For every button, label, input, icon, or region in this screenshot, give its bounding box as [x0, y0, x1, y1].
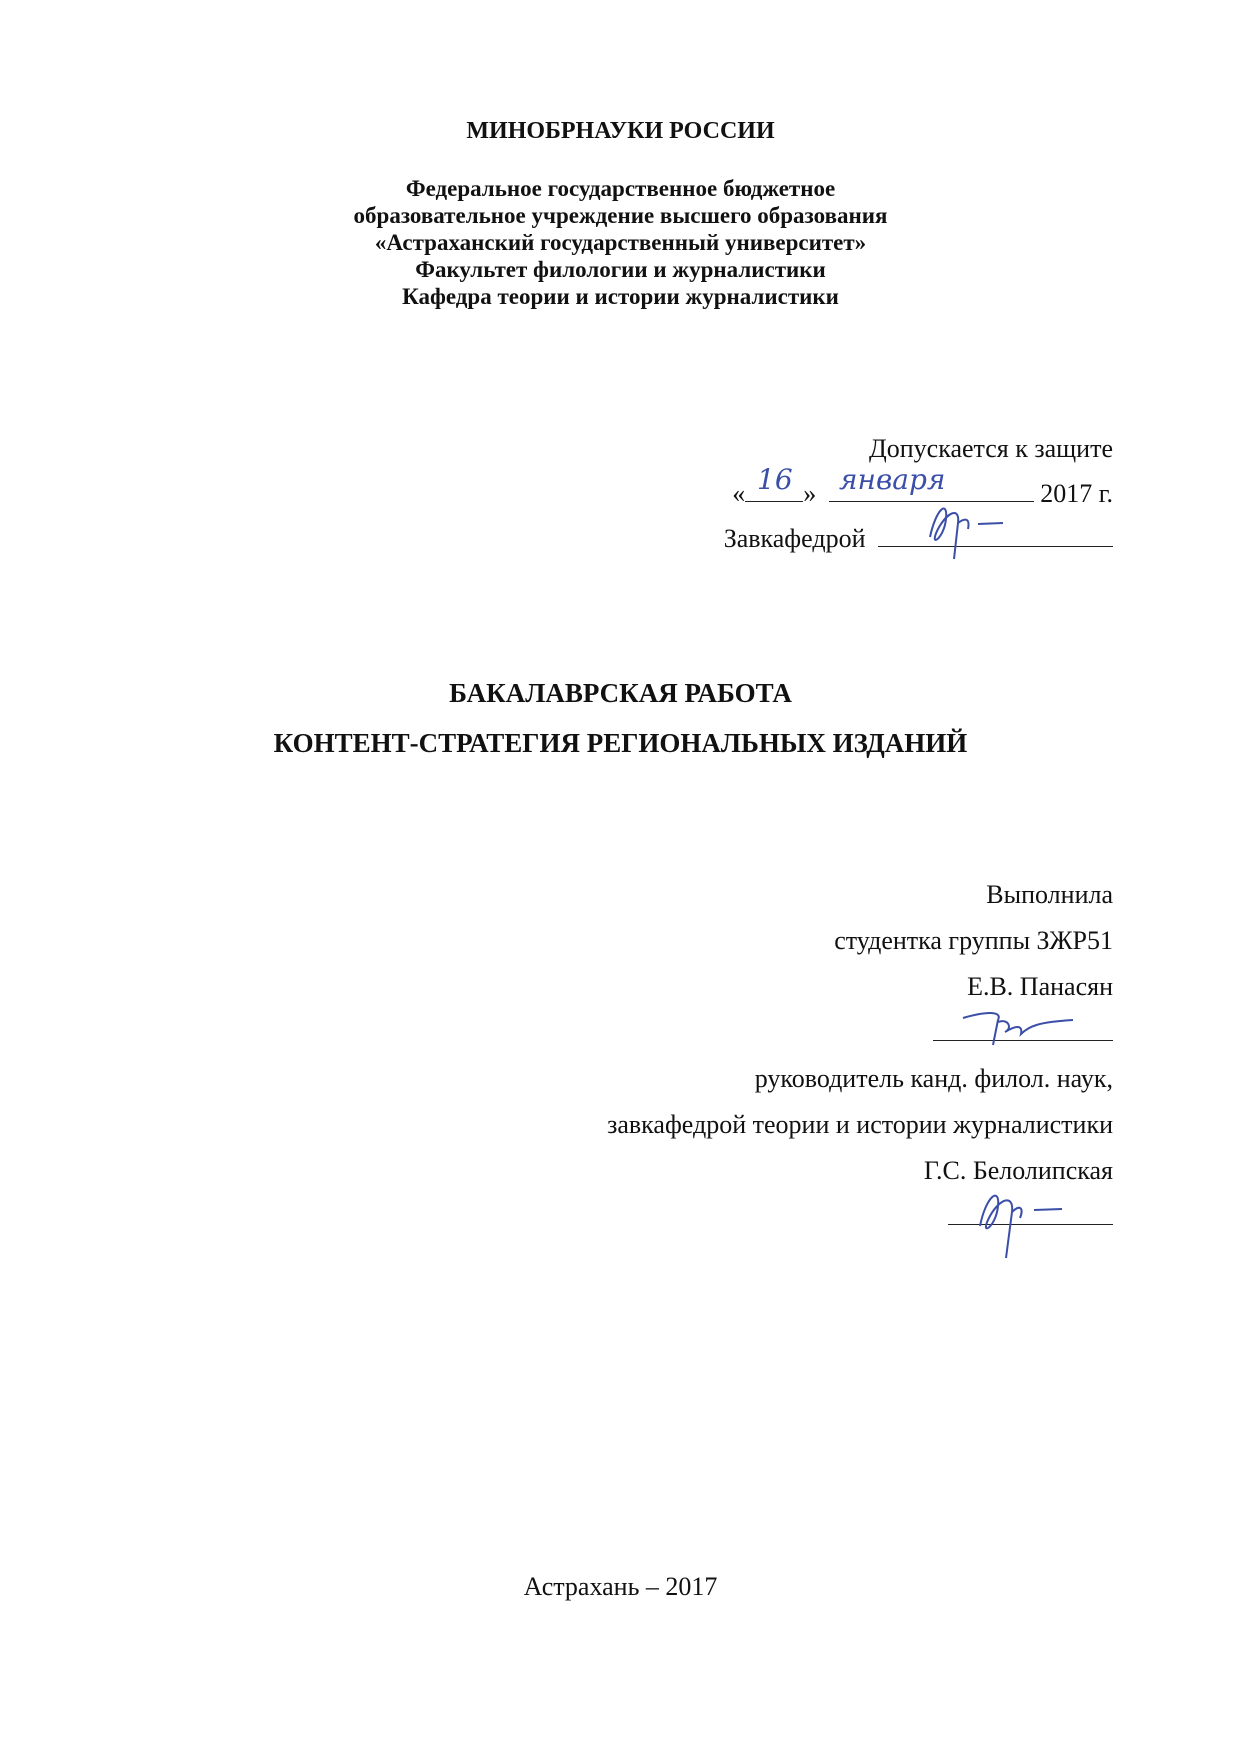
ministry-heading: МИНОБРНАУКИ РОССИИ: [466, 118, 775, 144]
org-line: образовательное учреждение высшего образования: [353, 203, 888, 228]
student-group: студентка группы ЗЖР51: [834, 926, 1113, 955]
student-signature: [953, 1000, 1093, 1060]
supervisor-position: завкафедрой теории и истории журналистики: [607, 1110, 1113, 1139]
work-topic: КОНТЕНТ-СТРАТЕГИЯ РЕГИОНАЛЬНЫХ ИЗДАНИЙ: [273, 728, 968, 758]
supervisor-signature: [958, 1174, 1098, 1264]
authors-block: [607, 872, 1113, 1240]
supervisor-signature-line: [607, 1194, 1113, 1240]
head-label: Завкафедрой: [723, 524, 866, 553]
student-signature-line: [607, 1010, 1113, 1056]
quote-open: «: [732, 479, 746, 508]
head-signature-blank: [878, 524, 1113, 547]
work-type: БАКАЛАВРСКАЯ РАБОТА: [449, 678, 792, 708]
supervisor-signature-blank: [948, 1194, 1113, 1225]
supervisor-name: Г.С. Белолипская: [923, 1156, 1113, 1185]
student-signature-blank: [933, 1010, 1113, 1041]
organization-block: [0, 175, 1241, 310]
org-line: Федеральное государственное бюджетное: [405, 176, 836, 201]
approval-block: [724, 426, 1113, 561]
supervisor-title: руководитель канд. филол. наук,: [754, 1064, 1113, 1093]
head-signature-line: [724, 516, 1113, 561]
day-handwritten: [755, 459, 813, 499]
head-signature: [908, 489, 1028, 569]
svg-text:16: 16: [757, 463, 793, 496]
admitted-text: Допускается к защите: [869, 434, 1113, 463]
day-blank: [745, 463, 803, 502]
city-year: Астрахань – 2017: [523, 1572, 718, 1601]
work-title-block: [0, 668, 1241, 768]
org-line: Кафедра теории и истории журналистики: [402, 284, 839, 309]
performed-label: Выполнила: [986, 880, 1113, 909]
svg-text:января: января: [838, 463, 946, 496]
org-line: «Астраханский государственный университет»: [374, 230, 867, 255]
org-line: Факультет филологии и журналистики: [415, 257, 826, 282]
year-text: 2017 г.: [1040, 479, 1113, 508]
student-name: Е.В. Панасян: [967, 972, 1113, 1001]
quote-close: »: [803, 479, 817, 508]
